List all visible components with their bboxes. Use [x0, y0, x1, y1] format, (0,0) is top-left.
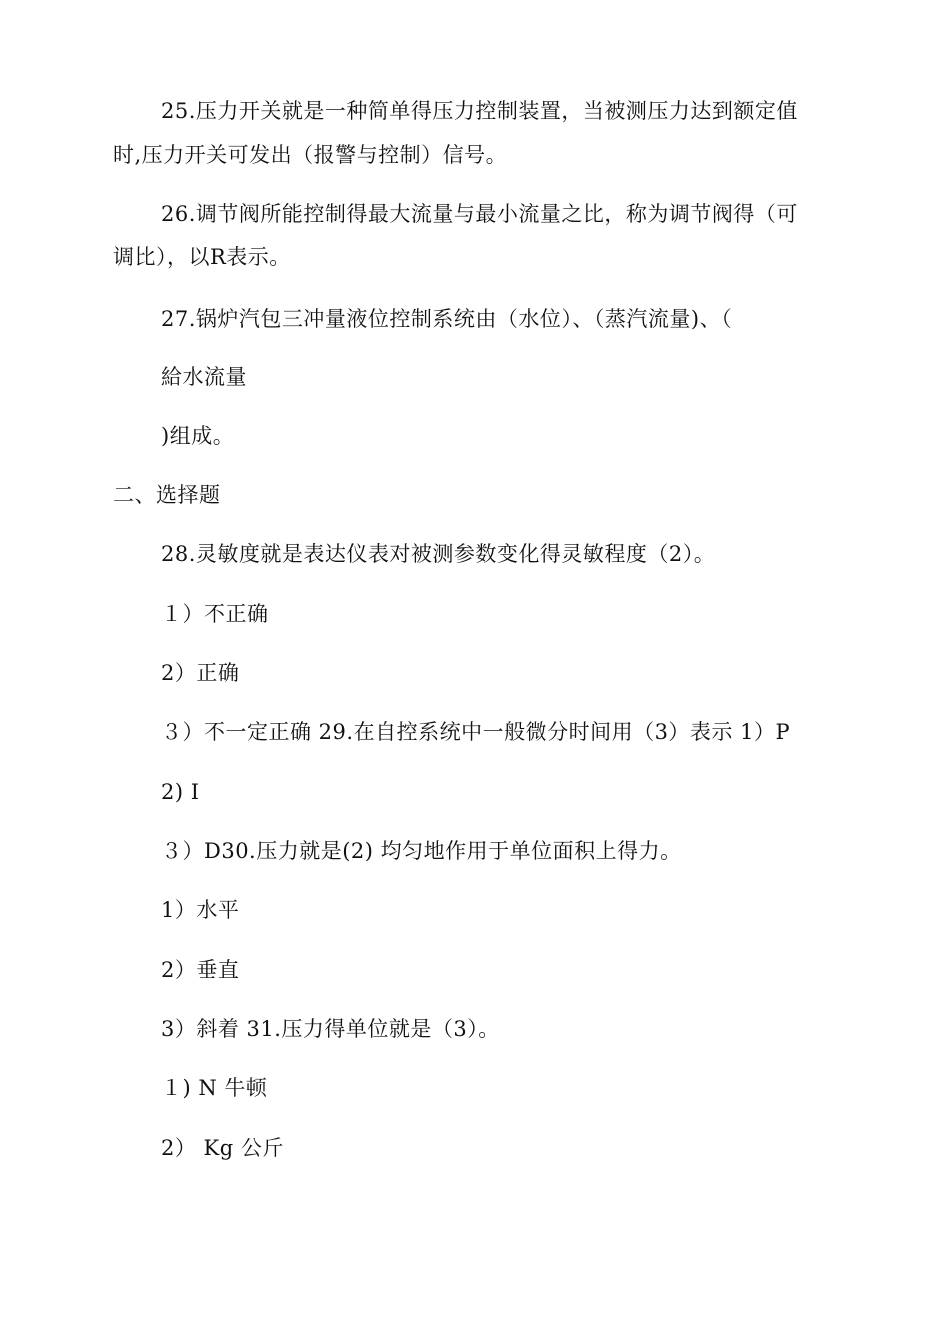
q29-option-3-and-q30: ３）D30.压力就是(2) 均匀地作用于单位面积上得力。	[161, 839, 682, 863]
q30-option-2: 2）垂直	[161, 958, 240, 982]
q28-text: 28.灵敏度就是表达仪表对被测参数变化得灵敏程度（2）。	[161, 542, 716, 566]
q26-line-1: 26.调节阀所能控制得最大流量与最小流量之比，称为调节阀得（可	[161, 202, 798, 226]
q29-option-2: 2) I	[161, 780, 200, 804]
q25-line-1: 25.压力开关就是一种简单得压力控制装置，当被测压力达到额定值	[161, 99, 798, 123]
q27-line-2: 給水流量	[161, 365, 247, 389]
q28-option-2: 2）正确	[161, 661, 240, 685]
q31-option-1: １) N 牛顿	[161, 1076, 268, 1100]
q30-option-3-and-q31: 3）斜着 31.压力得单位就是（3）。	[161, 1017, 500, 1041]
section-heading-choice: 二、选择题	[113, 483, 221, 507]
q26-line-2: 调比），以R表示。	[113, 245, 291, 269]
q25-line-2: 时,压力开关可发出（报警与控制）信号。	[113, 143, 508, 167]
q31-option-2: 2） Kg 公斤	[161, 1136, 284, 1160]
q27-line-3: )组成。	[161, 424, 235, 448]
q28-option-1: １）不正确	[161, 602, 269, 626]
q28-option-3-and-q29: ３）不一定正确 29.在自控系统中一般微分时间用（3）表示 1）P	[161, 720, 791, 744]
q30-option-1: 1）水平	[161, 898, 240, 922]
q27-line-1: 27.锅炉汽包三冲量液位控制系统由（水位）、（蒸汽流量)、（	[161, 307, 733, 331]
